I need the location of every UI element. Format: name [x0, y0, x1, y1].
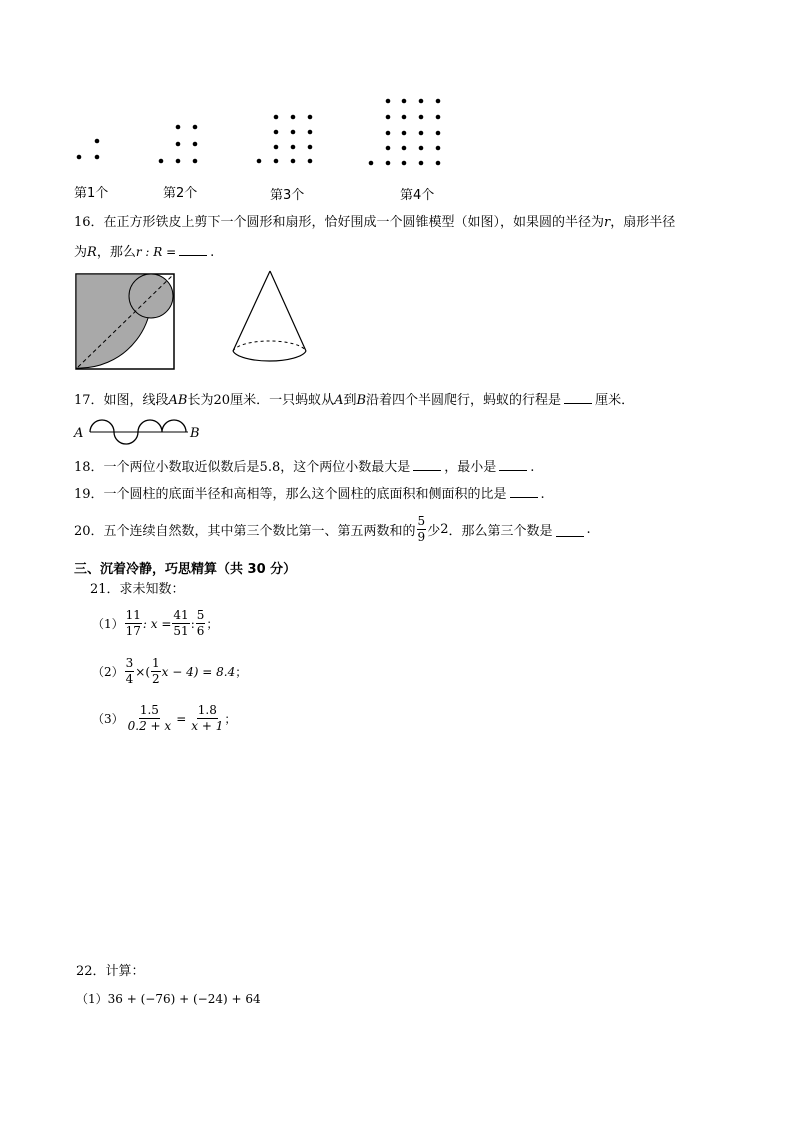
q17-length: 20 [213, 393, 231, 408]
q18-text-2: ，这个两位小数最大是 [280, 460, 411, 475]
q21-p1-end: ； [206, 617, 219, 631]
q21-p2-end: ； [235, 665, 248, 679]
q20-number: 2 [440, 522, 449, 537]
q18-number: 5.8 [259, 460, 281, 475]
dot-pattern-3 [257, 115, 313, 164]
q21-p3-end: ； [224, 712, 237, 726]
q21-p1-frac-b [172, 608, 189, 639]
q21-p3-frac-a [128, 703, 172, 734]
q17-text-2: 长为 [187, 393, 214, 408]
q17-line [74, 389, 634, 411]
q19-answer-blank[interactable] [510, 483, 538, 498]
q21-p2-frac-b [151, 656, 161, 687]
q20-fraction-num: 5 [417, 514, 426, 528]
q20-answer-blank[interactable] [556, 522, 584, 537]
q21-part-2 [92, 656, 247, 687]
q22-part-1 [76, 989, 261, 1009]
q21-p2-frac-a-den: 4 [125, 672, 134, 686]
q16-text-2-end: . [210, 245, 215, 260]
q17-text-3: 厘米．一只蚂蚁从 [230, 393, 335, 408]
q21-p1-colon: : [190, 616, 195, 631]
square-sector-circle-figure [74, 272, 178, 372]
q16-var-r: r [604, 215, 611, 230]
q16-text-2-mid: ，那么 [96, 245, 136, 260]
q21-title: 21．求未知数： [90, 582, 185, 597]
q16-text-1: 16．在正方形铁皮上剪下一个圆形和扇形，恰好围成一个圆锥模型（如图），如果圆的半径为 [74, 215, 605, 230]
q21-p1-frac-a-den: 17 [125, 624, 141, 638]
q21-p1-frac-a [125, 608, 142, 639]
q17-point-a: A [334, 393, 344, 408]
q19-text-2: . [540, 487, 545, 502]
q21-p2-label: （2） [92, 665, 124, 679]
q21-p3-frac-b-num: 1.8 [197, 703, 217, 717]
q17-answer-blank[interactable] [564, 389, 592, 404]
q19-text-1: 19．一个圆柱的底面半径和高相等，那么这个圆柱的底面积和侧面积的比是 [74, 487, 507, 502]
q21-p1-mid: : x = [142, 616, 172, 631]
q22-title: 22．计算： [76, 964, 145, 979]
q19-line [74, 483, 545, 505]
q17-text-5: 沿着四个半圆爬行，蚂蚁的行程是 [366, 393, 562, 408]
q21-p1-frac-b-den: 51 [173, 624, 189, 638]
q21-p3-frac-a-den: 0.2 + x [127, 719, 172, 733]
pattern-label-3: 第3个 [270, 188, 305, 203]
semicircle-path-figure [88, 417, 190, 447]
q20-text-2: 少 [427, 524, 441, 539]
q21-p1-frac-c [196, 608, 206, 639]
q22-p1-label: （1） [76, 992, 108, 1006]
q18-text-1: 18．一个两位小数取近似数后是 [74, 460, 260, 475]
q21-p1-frac-b-num: 41 [173, 608, 189, 622]
q16-answer-blank[interactable] [179, 241, 207, 256]
pattern-label-2: 第2个 [163, 186, 198, 201]
q17-point-b: B [356, 393, 367, 408]
q21-p3-frac-b [191, 703, 223, 734]
q17-label-b: B [190, 426, 200, 441]
q20-text-4: . [586, 522, 591, 537]
q18-answer-max-blank[interactable] [413, 456, 441, 471]
q21-p2-frac-a [125, 656, 135, 687]
q21-part-3 [92, 703, 236, 734]
q20-line [74, 514, 591, 545]
q20-text-3: ．那么第三个数是 [448, 524, 553, 539]
q22-p1-expression: 36 + (−76) + (−24) + 64 [107, 992, 261, 1006]
q16-line-1 [74, 213, 675, 233]
q21-p3-frac-a-num: 1.5 [139, 703, 159, 717]
q21-p2-frac-b-den: 2 [152, 672, 160, 686]
q21-p1-frac-c-den: 6 [196, 624, 205, 638]
q21-part-1 [92, 608, 218, 639]
section-3-heading: 三、沉着冷静，巧思精算（共 30 分） [74, 562, 297, 577]
dot-pattern-4 [369, 99, 441, 166]
q21-p1-frac-a-num: 11 [125, 608, 141, 622]
q17-text-6: 厘米． [595, 393, 635, 408]
q21-p2-frac-a-num: 3 [125, 656, 134, 670]
q20-text-1: 20．五个连续自然数，其中第三个数比第一、第五两数和的 [74, 524, 416, 539]
q21-p1-frac-c-num: 5 [196, 608, 205, 622]
q16-text-2: 为 [74, 245, 88, 260]
q16-text-1-end: ，扇形半径 [610, 215, 676, 230]
pattern-label-1: 第1个 [74, 186, 109, 201]
q17-text-1: 17．如图，线段 [74, 393, 169, 408]
q20-fraction [417, 514, 427, 545]
dot-pattern-figure [60, 90, 480, 175]
q16-line-2 [74, 241, 214, 263]
q21-p3-frac-b-den: x + 1 [191, 719, 224, 733]
q21-p2-rest: x − 4) = 8.4 [161, 664, 236, 679]
q20-fraction-den: 9 [417, 530, 426, 544]
cone-figure [228, 268, 312, 374]
q21-p3-eq: = [176, 711, 187, 726]
q18-text-3: ，最小是 [444, 460, 497, 475]
pattern-label-4: 第4个 [400, 188, 435, 203]
q17-label-a: A [74, 426, 84, 441]
dot-pattern-1 [77, 139, 100, 160]
q17-segment-ab: AB [168, 393, 188, 408]
q21-p2-frac-b-num: 1 [152, 656, 160, 670]
q21-p1-label: （1） [92, 617, 124, 631]
q16-var-R: R [87, 245, 97, 260]
q18-line [74, 456, 534, 478]
q17-text-4: 到 [343, 393, 357, 408]
q21-p2-times: ×( [135, 664, 151, 679]
dot-pattern-2 [159, 125, 198, 164]
q21-p3-label: （3） [92, 712, 124, 726]
q18-answer-min-blank[interactable] [499, 456, 527, 471]
q16-ratio: r : R = [135, 245, 177, 259]
q18-text-4: . [530, 460, 535, 475]
